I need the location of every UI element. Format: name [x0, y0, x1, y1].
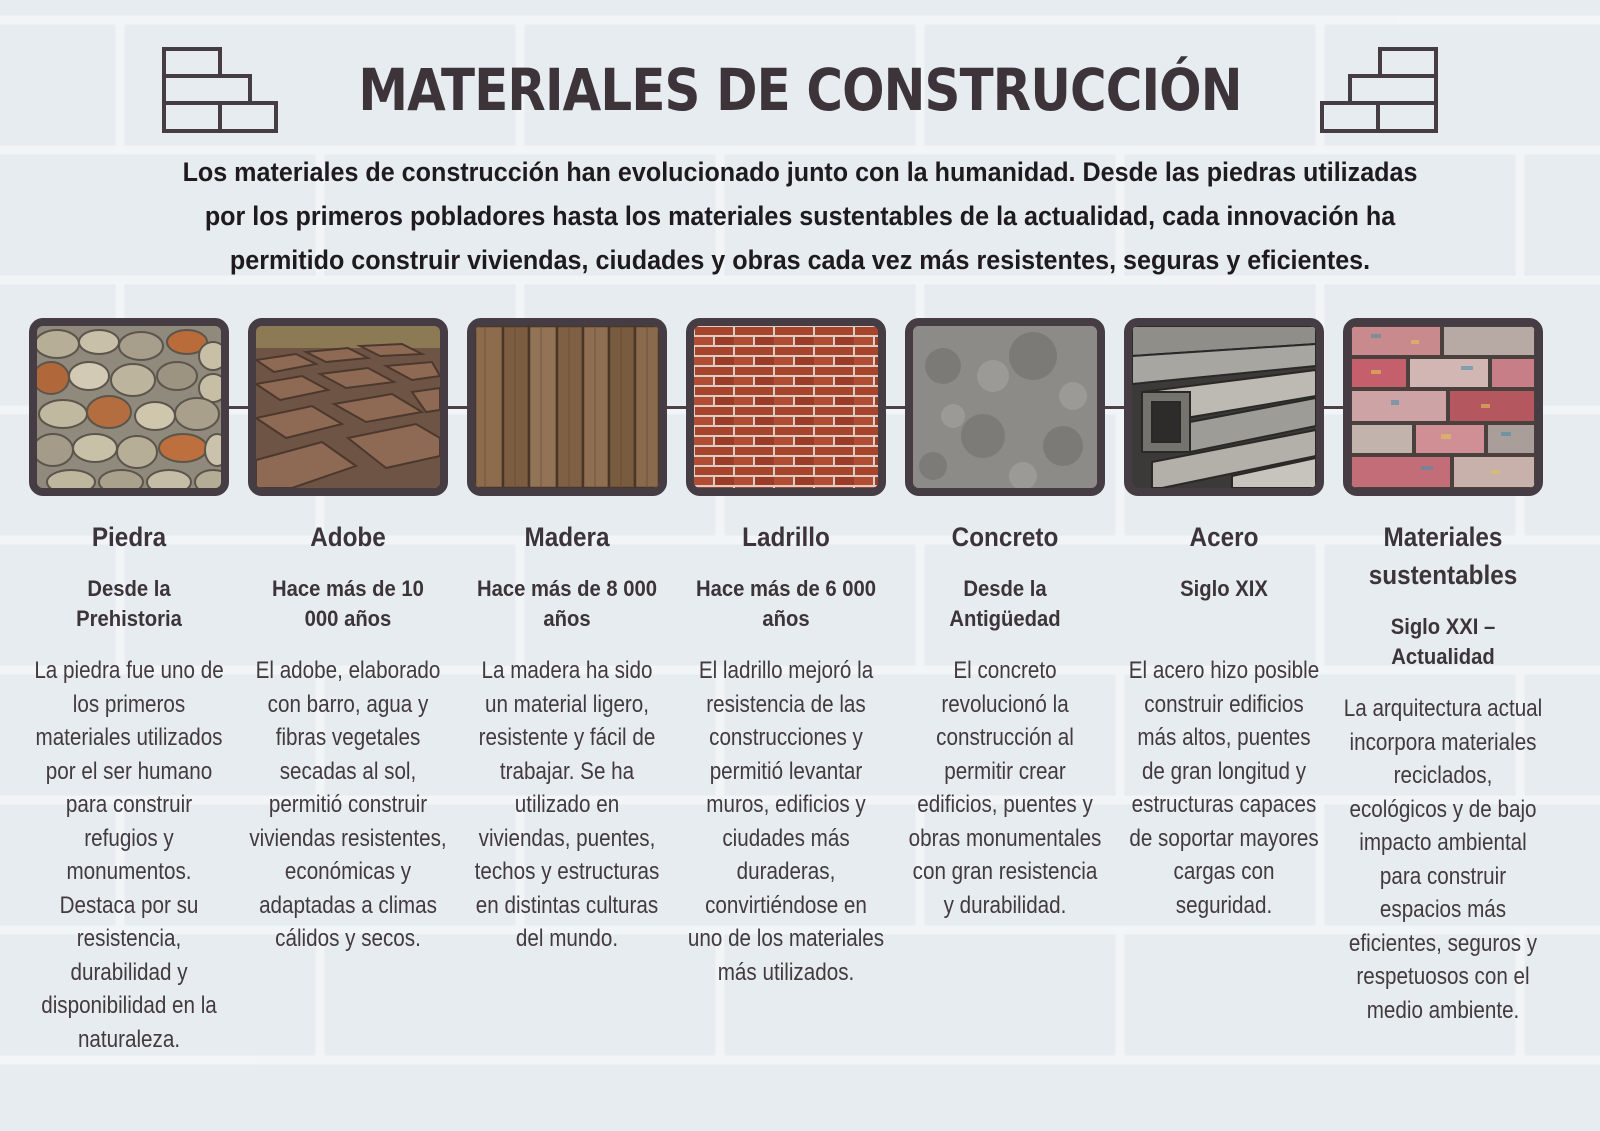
material-name: Madera — [524, 522, 610, 552]
material-date: Siglo XXI – Actualidad — [1390, 614, 1496, 669]
material-description: El concreto revolucionó la construcción al permitir crear edificios, puentes y obras monumentales con gran resistencia y durabilidad. — [908, 657, 1102, 919]
adobe-bricks-image — [248, 318, 448, 496]
wood-planks-image — [467, 318, 667, 496]
material-card-madera — [467, 318, 667, 956]
material-description: La madera ha sido un material ligero, resistente y fácil de trabajar. Se ha utilizado en viviendas, puentes, techos y estructuras en distintas culturas del mundo. — [474, 657, 660, 952]
material-description: El acero hizo posible construir edificios más altos, puentes de gran longitud y estructuras capaces de soportar mayores cargas con seguridad. — [1128, 657, 1320, 919]
material-description: La piedra fue uno de los primeros materiales utilizados por el ser humano para construir refugios y monumentos. Destaca por su resistencia, durabilidad y disponibilidad en la naturaleza. — [34, 657, 224, 1053]
material-name: Piedra — [91, 522, 167, 552]
page-title: MATERIALES DE CONSTRUCCIÓN — [358, 56, 1242, 124]
stone-wall-image — [29, 318, 229, 496]
material-date: Hace más de 10 000 años — [272, 576, 424, 631]
materials-timeline — [29, 318, 1571, 1118]
material-date: Siglo XIX — [1180, 576, 1268, 601]
material-card-acero — [1124, 318, 1324, 922]
material-date: Desde la Antigüedad — [949, 576, 1061, 631]
intro-paragraph: Los materiales de construcción han evolucionado junto con la humanidad. Desde las piedras utilizadas por los primeros pobladores hasta los materiales sustentables de la actualidad, cada innovación ha permitido construir viviendas, ciudades y obras cada vez más resistentes, seguras y eficientes. — [182, 157, 1418, 275]
material-card-concreto — [905, 318, 1105, 922]
material-card-piedra — [29, 318, 229, 1056]
steel-beams-image — [1124, 318, 1324, 496]
material-card-ladrillo — [686, 318, 886, 989]
material-name: Ladrillo — [742, 522, 830, 552]
concrete-texture-image — [905, 318, 1105, 496]
material-description: El adobe, elaborado con barro, agua y fibras vegetales secadas al sol, permitió construir viviendas resistentes, económicas y adaptadas a climas cálidos y secos. — [249, 657, 447, 952]
material-date: Hace más de 6 000 años — [695, 576, 877, 631]
material-card-adobe — [248, 318, 448, 956]
material-date: Hace más de 8 000 años — [476, 576, 658, 631]
material-name: Adobe — [310, 522, 386, 552]
material-name: Concreto — [951, 522, 1059, 552]
material-name: Acero — [1189, 522, 1259, 552]
material-date: Desde la Prehistoria — [76, 576, 182, 631]
recycled-bricks-image — [1343, 318, 1543, 496]
material-card-sustentables — [1343, 318, 1543, 1027]
brick-wall-image — [686, 318, 886, 496]
material-description: La arquitectura actual incorpora materiales reciclados, ecológicos y de bajo impacto ambiental para construir espacios más eficientes, seguros y respetuosos con el medio ambiente. — [1343, 695, 1543, 1024]
material-name: Materiales sustentables — [1368, 522, 1518, 590]
material-description: El ladrillo mejoró la resistencia de las construcciones y permitió levantar muros, edificios y ciudades más duraderas, convirtiéndose en uno de los materiales más utilizados. — [687, 657, 885, 986]
